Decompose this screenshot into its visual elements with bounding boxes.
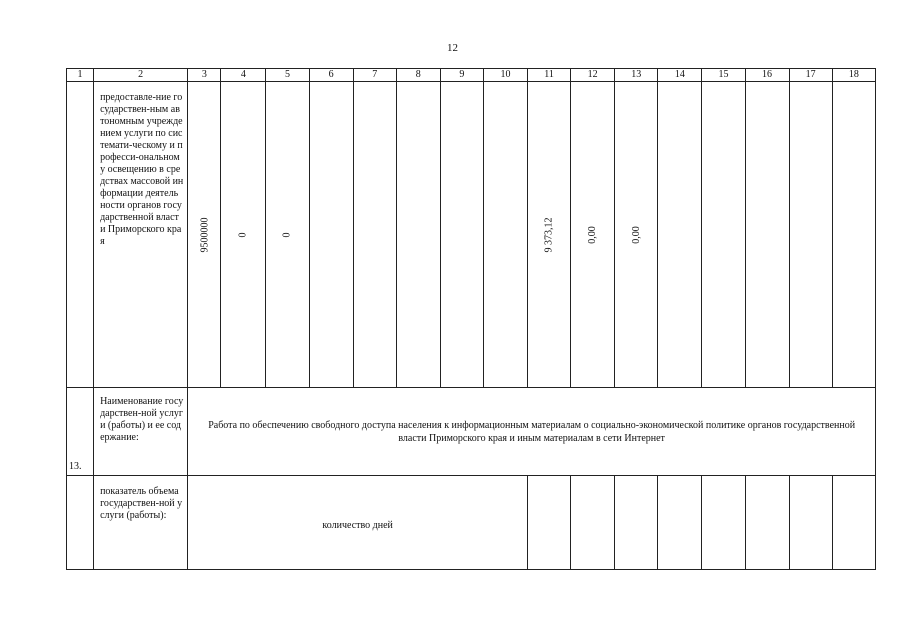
column-header: 1 — [67, 69, 94, 82]
cell-col14 — [658, 82, 702, 388]
cell-col5: 0 — [266, 82, 309, 388]
page-number: 12 — [447, 42, 458, 54]
table-row — [67, 82, 876, 388]
cell-col17 — [789, 82, 832, 388]
services-table — [66, 68, 876, 570]
column-header: 18 — [832, 69, 875, 82]
cell-col4: 0 — [221, 82, 266, 388]
cell-col17 — [789, 476, 832, 570]
row-number-cell — [67, 82, 94, 388]
service-name-label: Наименование государствен-ной услуги (работы) и ее содержание: — [94, 388, 188, 476]
cell-col15 — [702, 476, 745, 570]
cell-col12: 0,00 — [571, 82, 615, 388]
cell-col16 — [745, 82, 789, 388]
cell-col13: 0,00 — [615, 82, 658, 388]
column-header: 6 — [309, 69, 353, 82]
cell-col16 — [745, 476, 789, 570]
column-header: 11 — [528, 69, 571, 82]
row-number: 13. — [67, 388, 94, 476]
cell-col10 — [483, 82, 527, 388]
column-header: 4 — [221, 69, 266, 82]
cell-col6 — [309, 82, 353, 388]
table-row — [67, 388, 876, 476]
column-header: 8 — [396, 69, 440, 82]
column-header: 3 — [188, 69, 221, 82]
column-header: 16 — [745, 69, 789, 82]
cell-col3: 9500000 — [188, 82, 221, 388]
column-header: 9 — [440, 69, 483, 82]
column-header: 17 — [789, 69, 832, 82]
cell-col12 — [571, 476, 615, 570]
table-header-row — [67, 69, 876, 82]
column-header: 10 — [483, 69, 527, 82]
column-header: 5 — [266, 69, 309, 82]
cell-col11: 9 373,12 — [528, 82, 571, 388]
table-row — [67, 476, 876, 570]
cell-col15 — [702, 82, 745, 388]
column-header: 13 — [615, 69, 658, 82]
cell-col11 — [528, 476, 571, 570]
cell-col7 — [353, 82, 396, 388]
cell-col18 — [832, 476, 875, 570]
cell-col18 — [832, 82, 875, 388]
column-header: 14 — [658, 69, 702, 82]
column-header: 2 — [94, 69, 188, 82]
cell-col13 — [615, 476, 658, 570]
column-header: 12 — [571, 69, 615, 82]
cell-col14 — [658, 476, 702, 570]
row-number-cell — [67, 476, 94, 570]
cell-col9 — [440, 82, 483, 388]
service-content: Работа по обеспечению свободного доступа населения к информационным материалам о социально-экономической политике органов государственной власти Приморского края и иным материалам в сети Интернет — [188, 388, 876, 476]
service-description: предоставле-ние государствен-ным автономным учреждением услуги по системати-ческому и професси-ональному освещению в средствах массовой информации деятельности органов государственной власти Приморского края — [94, 82, 188, 388]
indicator-label: показатель объема государствен-ной услуги (работы): — [94, 476, 188, 570]
column-header: 15 — [702, 69, 745, 82]
column-header: 7 — [353, 69, 396, 82]
cell-col8 — [396, 82, 440, 388]
indicator-unit: количество дней — [188, 476, 528, 570]
